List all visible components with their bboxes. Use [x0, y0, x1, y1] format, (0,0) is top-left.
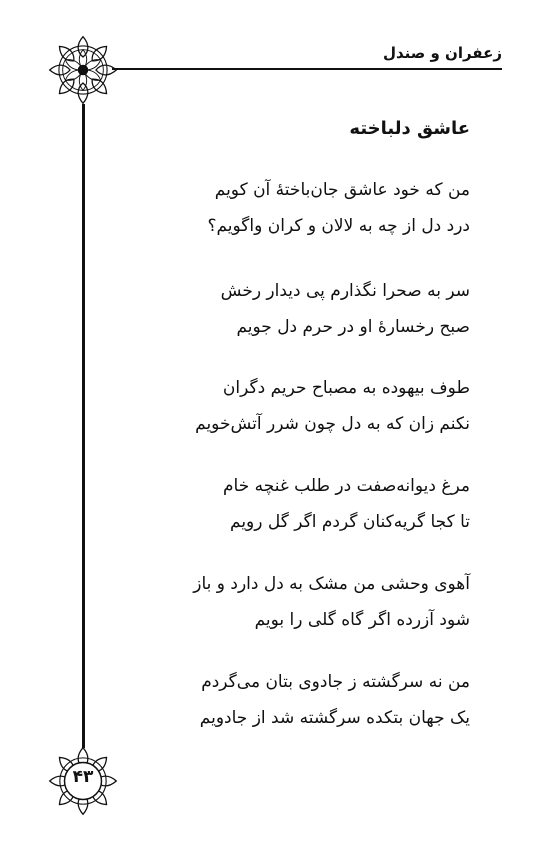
- verse-line: صبح رخسارهٔ او در حرم دل جویم: [236, 317, 470, 337]
- page-number: ۴۳: [72, 767, 94, 787]
- verse-line: نکنم زان که به دل چون شرر آتش‌خویم: [195, 414, 470, 434]
- margin-rule: [82, 104, 85, 748]
- verse-line: من که خود عاشق جان‌باختهٔ آن کویم: [214, 180, 470, 200]
- verse-line: سر به صحرا نگذارم پی دیدار رخش: [220, 281, 470, 301]
- verse-line: من نه سرگشته ز جادوی بتان می‌گردم: [201, 672, 470, 692]
- running-header-title: زعفران و صندل: [382, 44, 502, 62]
- stanza: [150, 273, 470, 345]
- header-rule: [112, 68, 502, 70]
- verse-line: یک جهان بتکده سرگشته شد از جادویم: [199, 708, 470, 728]
- verse-line: تا کجا گریه‌کنان گردم اگر گل رویم: [230, 512, 470, 532]
- verse-line: آهوی وحشی من مشک به دل دارد و باز: [193, 574, 470, 594]
- verse-line: شود آزرده اگر گاه گلی را بویم: [254, 610, 470, 630]
- verse-line: درد دل از چه به لالان و کران واگویم؟: [207, 216, 470, 236]
- poem-title: عاشق دلباخته: [349, 118, 470, 139]
- verse-line: مرغ دیوانه‌صفت در طلب غنچه خام: [223, 476, 470, 496]
- stanza: [150, 172, 470, 244]
- stanza: [150, 468, 470, 540]
- stanza: [150, 566, 470, 638]
- stanza: [150, 370, 470, 442]
- verse-line: طوف بیهوده به مصباح حریم دگران: [222, 378, 470, 398]
- stanza: [150, 664, 470, 736]
- arabesque-rosette-icon: [46, 33, 120, 107]
